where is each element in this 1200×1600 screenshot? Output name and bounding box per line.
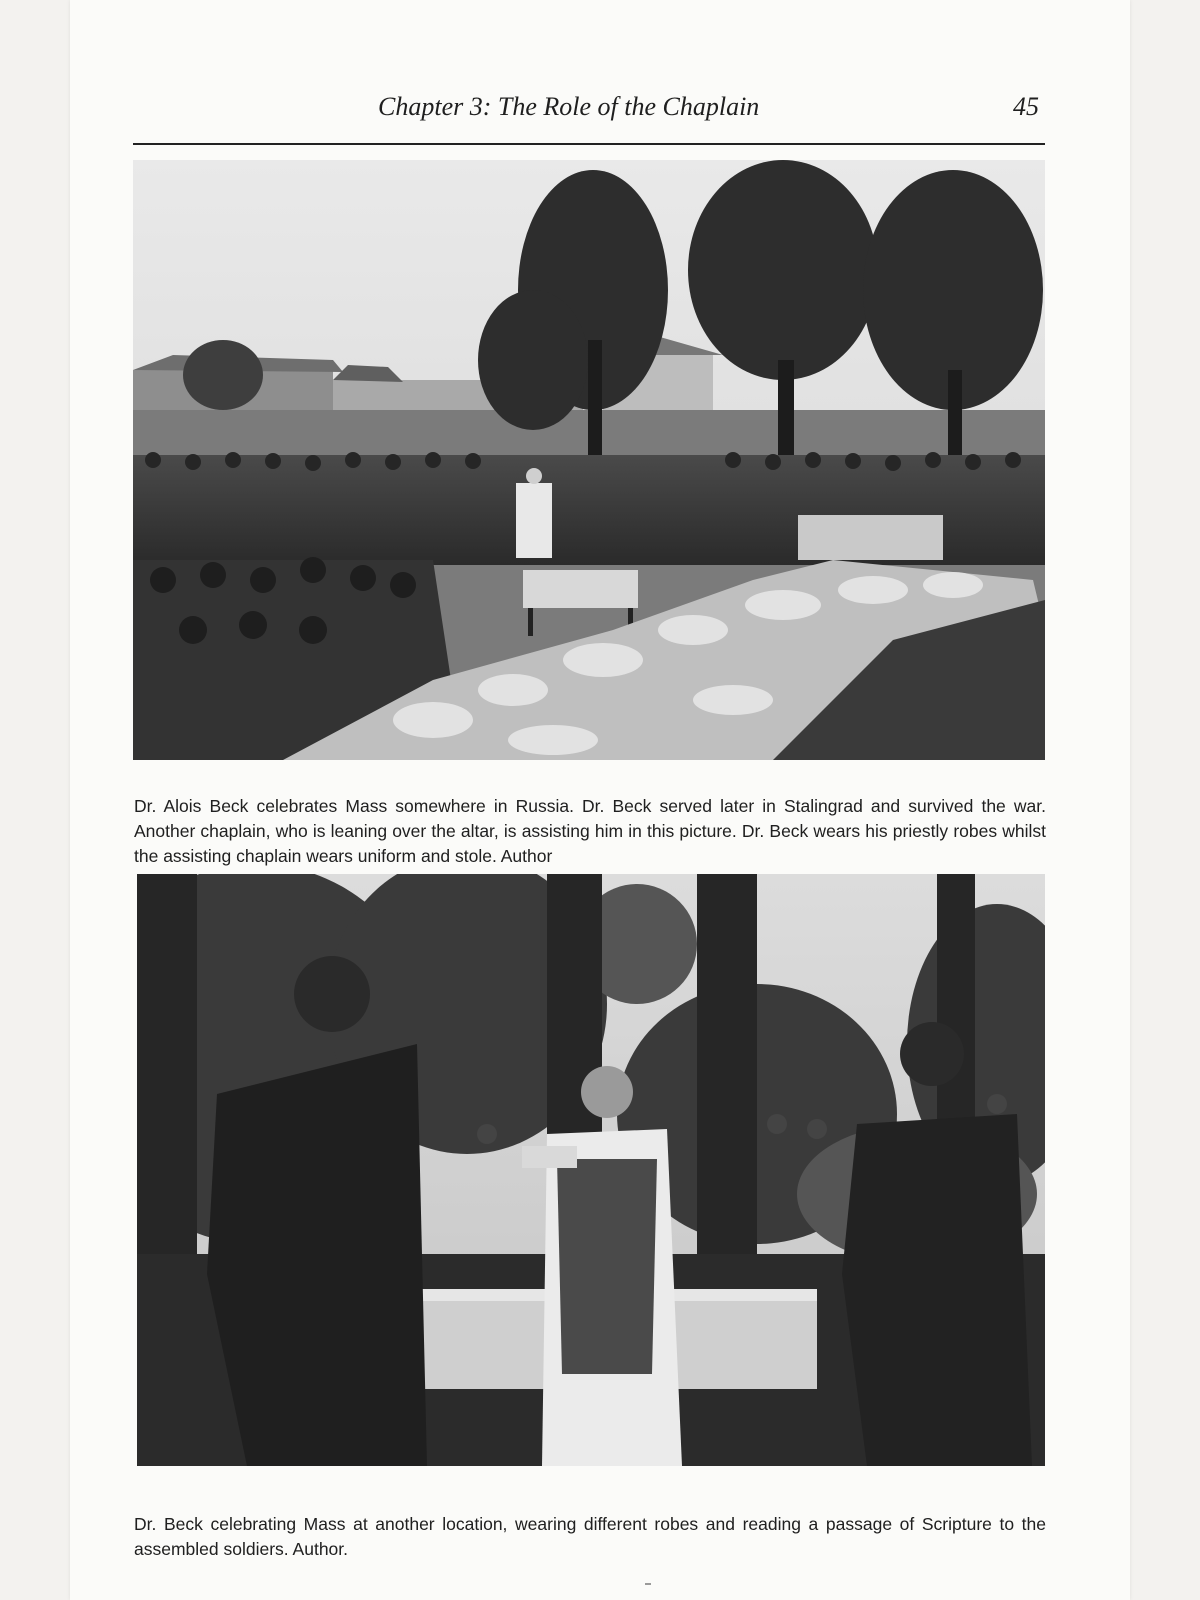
running-head: [133, 92, 1045, 132]
figure-caption-2: Dr. Beck celebrating Mass at another location, wearing different robes and reading a passage of Scripture to the assembled soldiers. Author.: [134, 1513, 1046, 1559]
header-rule: [133, 143, 1045, 145]
photo-forest-mass-image: [137, 874, 1045, 1466]
chapter-title: Chapter 3: The Role of the Chaplain: [378, 92, 760, 121]
photo-field-mass: [133, 160, 1045, 760]
photo-forest-mass: [137, 874, 1045, 1466]
page-number: 45: [1013, 92, 1039, 121]
figure-caption-1: Dr. Alois Beck celebrates Mass somewhere in Russia. Dr. Beck served later in Stalingrad and survived the war. Another chaplain, who is leaning over the altar, is assisting him in this picture. Dr. Beck wears his priestly robes whilst the assisting chaplain wears uniform and stole. Author: [134, 795, 1046, 866]
photo-field-mass-image: [133, 160, 1045, 760]
page-speck: [645, 1583, 651, 1585]
